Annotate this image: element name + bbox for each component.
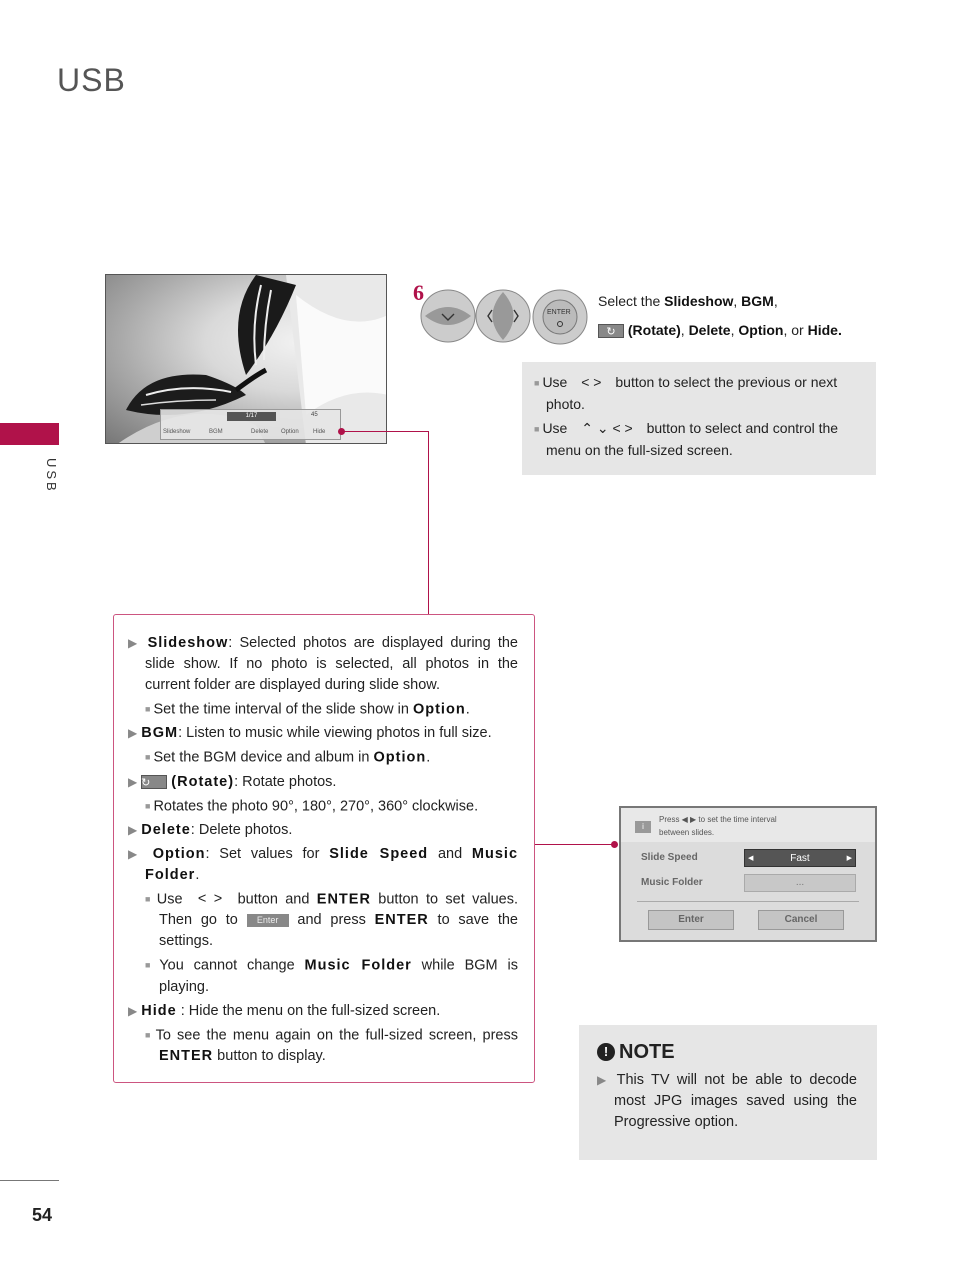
music-folder-label: Music Folder bbox=[641, 877, 703, 888]
connector-dot bbox=[611, 841, 618, 848]
enter-button-icon bbox=[533, 290, 587, 344]
slide-speed-label: Slide Speed bbox=[641, 852, 698, 863]
slideshow-description: ▶ Slideshow: Selected photos are displayed during the slide show. If no photo is selected, all photos in the current folder are displayed during slide show. bbox=[128, 635, 518, 693]
tip-item: ■ Use < > button to select the previous or next photo. bbox=[534, 374, 838, 412]
exclamation-icon: ! bbox=[597, 1043, 615, 1061]
footer-rule bbox=[0, 1180, 59, 1181]
menu-bgm[interactable]: BGM bbox=[209, 429, 223, 435]
connector-line bbox=[535, 844, 615, 845]
connector-line bbox=[428, 431, 429, 614]
option-description: ▶ Option: Set values for Slide Speed and Music Folder. bbox=[128, 845, 519, 883]
delete-description: ▶ Delete: Delete photos. bbox=[128, 821, 293, 838]
step-number: 6 bbox=[413, 280, 424, 305]
side-section-label: USB bbox=[44, 458, 59, 494]
rotate-sub: ■ Rotates the photo 90°, 180°, 270°, 360° clockwise. bbox=[145, 797, 479, 814]
page-indicator: 1/17 bbox=[227, 412, 276, 421]
note-heading: ! NOTE bbox=[597, 1041, 857, 1064]
dialog-header bbox=[621, 808, 875, 842]
option-settings-dialog bbox=[619, 806, 877, 942]
photo-viewer-screenshot bbox=[105, 274, 387, 444]
info-icon: i bbox=[635, 821, 651, 833]
bgm-description: ▶ BGM: Listen to music while viewing photos in full size. bbox=[128, 725, 492, 742]
menu-delete[interactable]: Delete bbox=[251, 429, 269, 435]
note-text: ▶ This TV will not be able to decode most JPG images saved using the Progressive option. bbox=[597, 1072, 857, 1130]
side-tab-marker bbox=[0, 423, 59, 445]
dialog-hint: Press ◀ ▶ to set the time interval between slides. bbox=[659, 815, 777, 837]
right-arrow-icon[interactable]: ▶ bbox=[846, 855, 852, 862]
select-instruction: Select the Slideshow, BGM, ↻ (Rotate), Delete, Option, or Hide. bbox=[598, 293, 842, 339]
page-title: USB bbox=[57, 62, 126, 98]
left-arrow-icon[interactable]: ◀ bbox=[748, 855, 754, 862]
hide-sub: ■ To see the menu again on the full-sized screen, press ENTER button to display. bbox=[145, 1026, 518, 1064]
enter-chip: Enter bbox=[247, 914, 289, 927]
enter-button[interactable]: Enter bbox=[648, 910, 734, 930]
remote-buttons bbox=[420, 288, 588, 346]
page-number: 54 bbox=[32, 1205, 53, 1225]
connector-line bbox=[342, 431, 429, 432]
dialog-divider bbox=[637, 901, 859, 902]
connector-dot bbox=[338, 428, 345, 435]
enter-button-label: ENTER bbox=[547, 309, 571, 316]
menu-hide[interactable]: Hide bbox=[313, 429, 326, 435]
menu-slideshow[interactable]: Slideshow bbox=[163, 429, 191, 435]
left-right-button-icon bbox=[476, 290, 530, 342]
rotate-icon: ↻ bbox=[141, 775, 167, 789]
menu-details-box bbox=[113, 614, 535, 1083]
cancel-button[interactable]: Cancel bbox=[758, 910, 844, 930]
hide-description: ▶ Hide : Hide the menu on the full-sized screen. bbox=[128, 1002, 441, 1019]
photo-control-bar bbox=[160, 409, 341, 440]
down-arrow-button-icon bbox=[421, 290, 475, 342]
slide-speed-selector[interactable]: ◀ Fast ▶ bbox=[744, 849, 856, 867]
option-sub-1: ■ Use < > button and ENTER button to set values. Then go to Enter and press ENTER to save the settings. bbox=[145, 891, 519, 950]
music-folder-field[interactable]: ... bbox=[744, 874, 856, 892]
usage-tips-box bbox=[522, 362, 876, 475]
note-box bbox=[579, 1025, 877, 1160]
rotate-description: ▶ ↻ (Rotate): Rotate photos. bbox=[128, 773, 337, 790]
volume-value: 45 bbox=[311, 412, 318, 418]
slideshow-sub: ■ Set the time interval of the slide show in Option. bbox=[145, 701, 470, 718]
tip-item: ■ Use ⌃ ⌄ < > button to select and control the menu on the full-sized screen. bbox=[534, 419, 839, 458]
menu-option[interactable]: Option bbox=[281, 429, 299, 435]
rotate-icon: ↻ bbox=[598, 324, 624, 338]
bgm-sub: ■ Set the BGM device and album in Option. bbox=[145, 749, 431, 766]
option-sub-2: ■ You cannot change Music Folder while BGM is playing. bbox=[145, 957, 518, 995]
